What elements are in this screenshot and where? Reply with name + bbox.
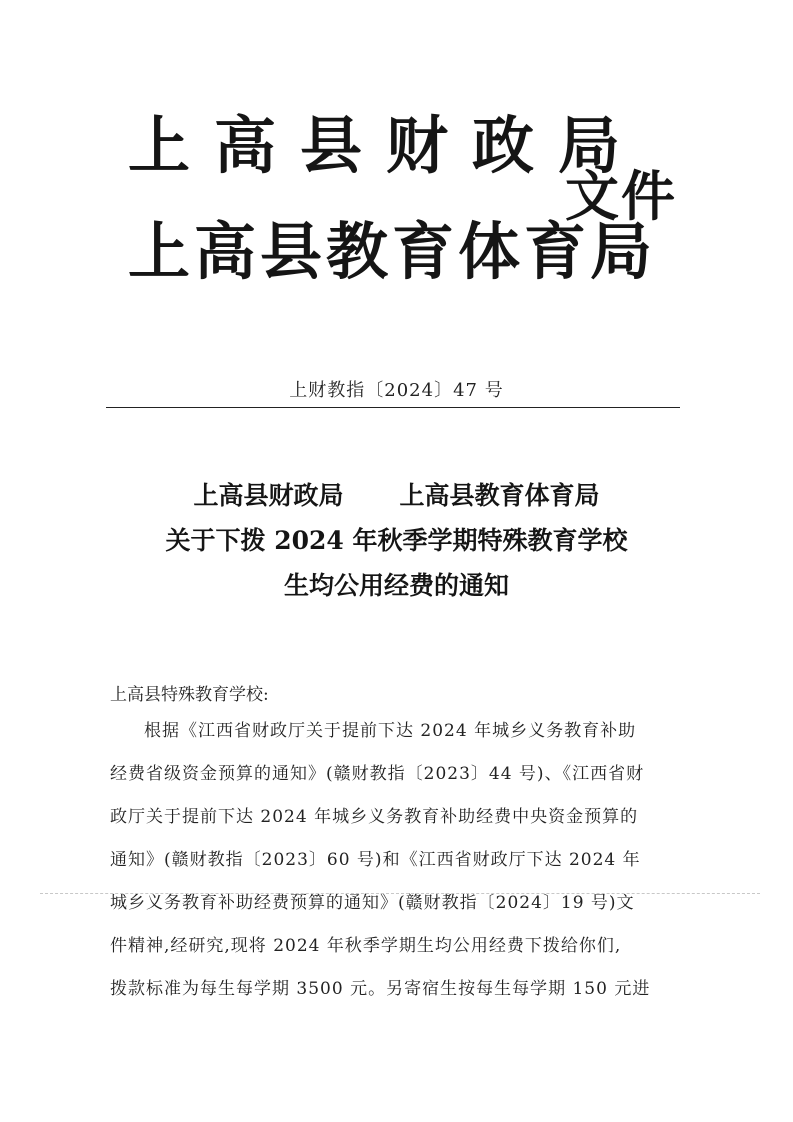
body-line: 拨款标准为每生每学期 3500 元。另寄宿生按每生每学期 150 元进 (110, 979, 651, 999)
salutation: 上高县特殊教育学校: (110, 685, 269, 705)
header-org-finance: 上高县财政局 (128, 109, 645, 182)
title-issuer-finance: 上高县财政局 (193, 481, 344, 510)
header-document-label: 文件 (565, 165, 677, 228)
scan-artifact-line (40, 893, 760, 894)
body-line: 经费省级资金预算的通知》(赣财教指〔2023〕44 号)、《江西省财 (110, 764, 645, 784)
document-number: 上财教指〔2024〕47 号 (289, 380, 504, 401)
body-line: 件精神,经研究,现将 2024 年秋季学期生均公用经费下拨给你们, (110, 936, 622, 956)
header-divider (106, 407, 680, 408)
title-line-3: 生均公用经费的通知 (283, 571, 509, 600)
title-line-2: 关于下拨 2024 年秋季学期特殊教育学校 (165, 526, 628, 555)
body-line: 城乡义务教育补助经费预算的通知》(赣财教指〔2024〕19 号)文 (110, 893, 635, 913)
body-line: 政厅关于提前下达 2024 年城乡义务教育补助经费中央资金预算的 (110, 807, 639, 827)
body-line: 根据《江西省财政厅关于提前下达 2024 年城乡义务教育补助 (144, 721, 637, 741)
title-issuer-education: 上高县教育体育局 (399, 481, 600, 510)
title-issuers (0, 476, 793, 512)
header-org-education: 上高县教育体育局 (128, 215, 657, 288)
body-line: 通知》(赣财教指〔2023〕60 号)和《江西省财政厅下达 2024 年 (110, 850, 641, 870)
